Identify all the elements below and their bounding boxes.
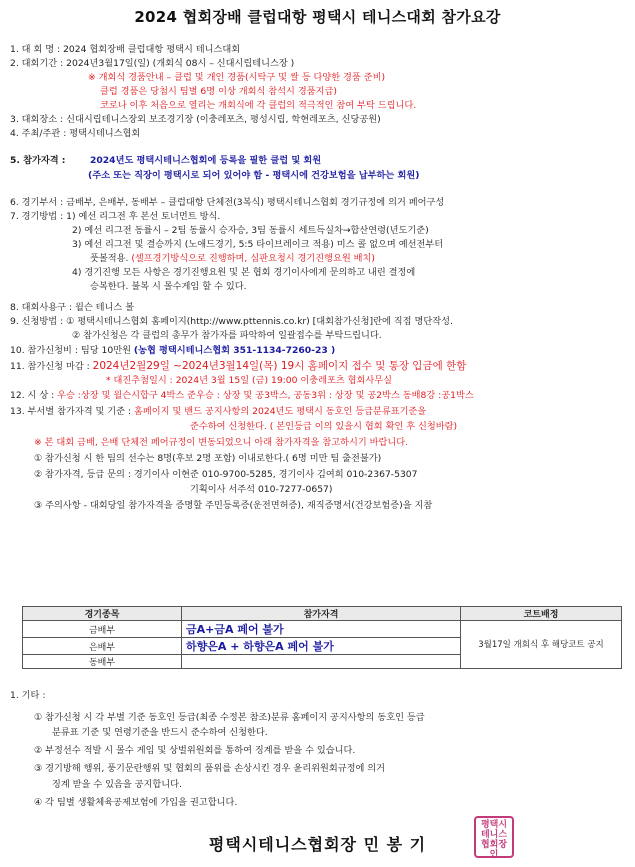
table-cell-event: 은배부 bbox=[23, 638, 182, 655]
match-method-3b-text: 풋볼적용. bbox=[90, 253, 129, 264]
table-header-court: 코트배정 bbox=[461, 607, 622, 621]
table-cell-event: 금배부 bbox=[23, 621, 182, 638]
table-cell-court: 3월17일 개회식 후 해당코트 공지 bbox=[461, 621, 622, 669]
division-criteria-2: 준수하여 신청한다. ( 본인등급 이의 있을시 협회 확인 후 신청바람) bbox=[190, 421, 458, 432]
division-criteria-1: 홈페이지 및 밴드 공지사항의 2024년도 평택시 동호인 등급분류표기준을 bbox=[133, 406, 427, 417]
other-note-1b: 분류표 기준 및 연령기준을 반드시 준수하여 신청한다. bbox=[52, 727, 268, 738]
table-cell-qualification: 금A+금A 페어 불가 bbox=[182, 621, 461, 638]
other-heading: 1. 기타 : bbox=[10, 690, 46, 701]
eligibility-1: 2024년도 평택시테니스협회에 등록을 필한 클럽 및 회원 bbox=[90, 155, 322, 166]
division-criteria-label: 13. 부서별 참가자격 및 기준 : bbox=[10, 406, 132, 417]
application-method-1: 9. 신청방법 : ① 평택시테니스협회 홈페이지(http://www.pttennis.co.kr) [대회참가신청]란에 직접 명단작성. bbox=[10, 316, 453, 327]
entry-fee-text: 10. 참가신청비 : 팀당 10만원 bbox=[10, 345, 131, 356]
draw-date: * 대진추첨일시 : 2024년 3월 15일 (금) 19:00 이충레포츠 협회사무실 bbox=[106, 375, 393, 386]
match-method-2: 2) 예선 리그전 동률시 – 2팀 동률시 승자승, 3팀 동률시 세트득실차→합산연령(년도기준) bbox=[72, 225, 429, 236]
contact-info-2: 기획이사 서주석 010-7277-0657) bbox=[190, 484, 333, 495]
event-period: 2. 대회기간 : 2024년3월17일(일) (개회식 08시 – 신대시립테니스장 ) bbox=[10, 58, 295, 69]
other-note-1: ① 참가신청 시 각 부별 기준 동호인 등급(최종 수정본 참조)분류 홈페이지 공지사항의 동호인 등급 bbox=[34, 712, 425, 723]
page-title: 2024 협회장배 클럽대항 평택시 테니스대회 참가요강 bbox=[134, 8, 501, 26]
divisions: 6. 경기부서 : 금배부, 은배부, 동배부 – 클럽대항 단체전(3복식) 평택시테니스협회 경기규정에 의거 페어구성 bbox=[10, 197, 445, 208]
entry-fee bbox=[10, 345, 335, 357]
other-note-3: ③ 경기방해 행위, 풍기문란행위 및 협회의 품위를 손상시킨 경우 윤리위원회규정에 의거 bbox=[34, 763, 385, 774]
division-table bbox=[22, 606, 622, 669]
match-method-3: 3) 예선 리그전 및 결승까지 (노애드경기, 5:5 타이브레이크 적용) 미스 콜 없으며 예선전부터 bbox=[72, 239, 444, 250]
match-method-4: 4) 경기진행 모든 사항은 경기진행요원 및 본 협회 경기이사에게 문의하고 내린 결정에 bbox=[72, 267, 416, 278]
table-header-qualification: 참가자격 bbox=[182, 607, 461, 621]
official-seal: 평택시테니스협회장인 bbox=[474, 816, 514, 858]
deadline bbox=[10, 360, 466, 373]
caution-note: ③ 주의사항 - 대회당일 참가자격을 증명할 주민등록증(운전면허증), 재직증명서(건강보험증)을 지참 bbox=[34, 500, 433, 511]
self-judging-note: (셀프경기방식으로 진행하며, 심판요청시 경기진행요원 배치) bbox=[131, 253, 375, 264]
eligibility-label: 5. 참가자격 : bbox=[10, 155, 66, 166]
table-header-event: 경기종목 bbox=[23, 607, 182, 621]
other-note-4: ④ 각 팀별 생활체육공제보험에 가입을 권고합니다. bbox=[34, 797, 238, 808]
eligibility-2: (주소 또는 직장이 평택시로 되어 있어야 함 - 평택시에 건강보험을 납부하는 회원) bbox=[88, 170, 420, 181]
table-row bbox=[23, 621, 622, 638]
signature-line: 평택시테니스협회장 민 봉 기 bbox=[208, 835, 427, 854]
application-method-2: ② 참가신청은 각 클럽의 총무가 참가자를 파악하여 일괄접수를 부탁드립니다. bbox=[72, 330, 382, 341]
team-size-rule: ① 참가신청 시 한 팀의 선수는 8명(후보 2명 포함) 이내로한다.( 6명 미만 팀 출전불가) bbox=[34, 453, 382, 464]
event-venue: 3. 대회장소 : 신대시립테니스장외 보조경기장 (이충레포츠, 평성시립, 학현레포츠, 신당공원) bbox=[10, 114, 381, 125]
deadline-dates: 2024년2월29일 ~2024년3월14일(목) 19시 홈페이지 접수 및 통장 입금에 한함 bbox=[92, 360, 467, 372]
division-criteria bbox=[10, 406, 426, 418]
prize-note-2: 클럽 경품은 당첨시 팀별 6명 이상 개회식 참석시 경품지급) bbox=[100, 86, 337, 97]
awards-detail: 우승 :상장 및 윌슨시합구 4박스 준우승 : 상장 및 공3박스, 공동3위 : 상장 및 공2박스 동배8강 :공1박스 bbox=[57, 390, 474, 401]
bank-account: (농협 평택시테니스협회 351-1134-7260-23 ) bbox=[133, 345, 336, 356]
deadline-label: 11. 참가신청 마감 : bbox=[10, 361, 90, 372]
event-host: 4. 주최/주관 : 평택시테니스협회 bbox=[10, 128, 141, 139]
match-method-1: 7. 경기방법 : 1) 예선 리그전 후 본선 토너먼트 방식. bbox=[10, 211, 221, 222]
other-note-3b: 징계 받을 수 있음을 공지합니다. bbox=[52, 779, 182, 790]
awards bbox=[10, 390, 474, 402]
awards-label: 12. 시 상 : bbox=[10, 390, 55, 401]
prize-note-3: 코로나 이후 처음으로 열리는 개회식에 각 클럽의 적극적인 참여 부탁 드립니다. bbox=[100, 100, 417, 111]
event-name: 1. 대 회 명 : 2024 협회장배 클럽대항 평택시 테니스대회 bbox=[10, 44, 241, 55]
table-cell-qualification: 하향은A + 하향은A 페어 불가 bbox=[182, 638, 461, 655]
contact-info: ② 참가자격, 등급 문의 : 경기이사 이현준 010-9700-5285, 경기이사 김여희 010-2367-5307 bbox=[34, 469, 418, 480]
ball-used: 8. 대회사용구 : 윌슨 테니스 볼 bbox=[10, 302, 135, 313]
match-method-4b: 승복한다. 불복 시 몰수게임 할 수 있다. bbox=[90, 281, 247, 292]
prize-note-1: ※ 개회식 경품안내 – 클럽 및 개인 경품(시탁구 및 쌀 등 다양한 경품 준비) bbox=[88, 72, 386, 83]
table-cell-qualification bbox=[182, 655, 461, 669]
table-cell-event: 동배부 bbox=[23, 655, 182, 669]
match-method-3b bbox=[90, 253, 375, 265]
other-note-2: ② 부정선수 적발 시 몰수 게임 및 상벌위원회를 통하여 징계를 받을 수 있습니다. bbox=[34, 745, 356, 756]
rule-change-note: ※ 본 대회 금배, 은배 단체전 페어규정이 변동되었으니 아래 참가자격을 참고하시기 바랍니다. bbox=[34, 437, 409, 448]
